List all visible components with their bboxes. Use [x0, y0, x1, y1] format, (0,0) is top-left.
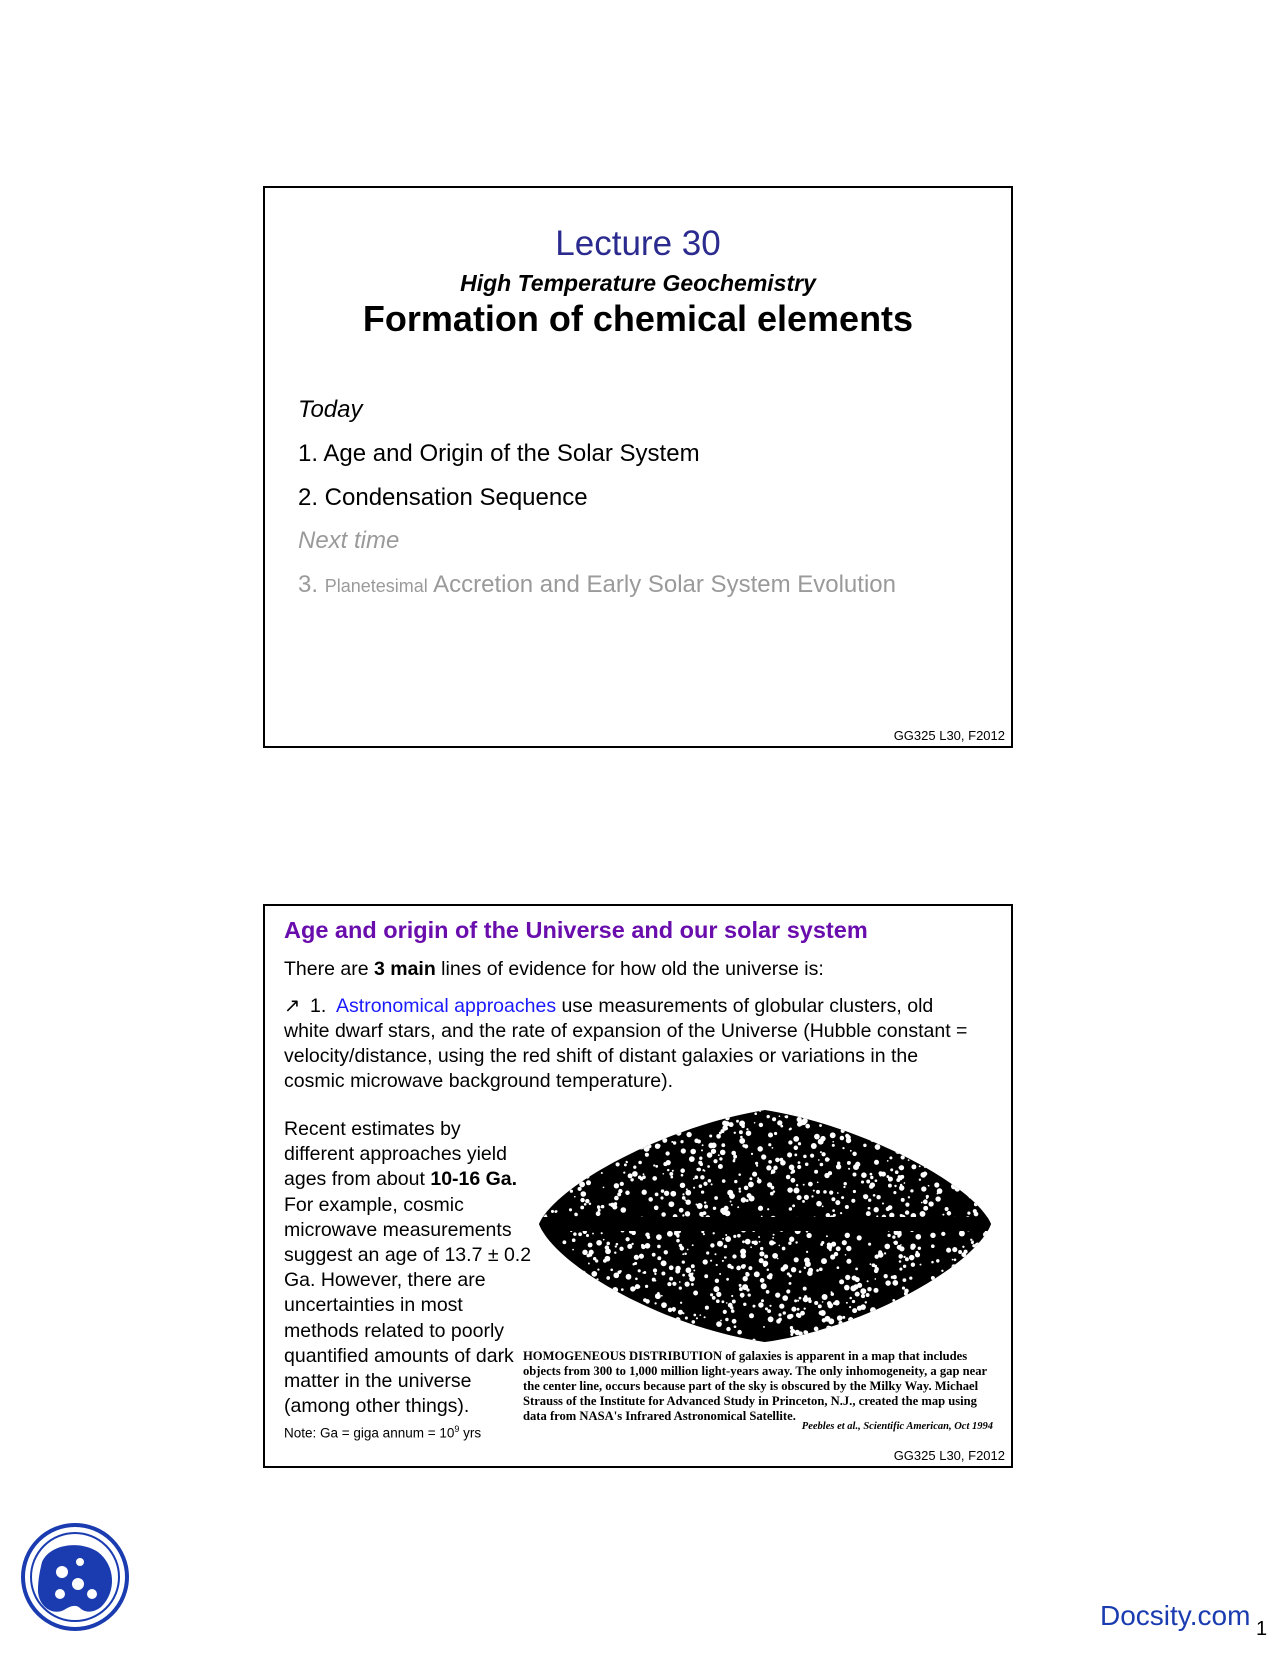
slide-2-heading: Age and origin of the Universe and our solar system [284, 917, 868, 943]
map-credit: Peebles et al., Scientific American, Oct 1994 [801, 1421, 993, 1432]
slide-1-footer: GG325 L30, F2012 [893, 728, 1005, 743]
point-number: 1. [310, 995, 327, 1017]
next-time-label: Next time [298, 527, 400, 554]
agenda-item-3-number: 3. [298, 571, 319, 598]
intro-bold: 3 main [373, 958, 436, 980]
slide-2-footer: GG325 L30, F2012 [893, 1448, 1005, 1463]
estimates-after: For example, cosmic microwave measurements suggest an age of 13.7 ± 0.2 Ga. However, there are uncertainties in most methods related to poorly quantified amounts of dark matter in the universe (among other things). [284, 1193, 532, 1418]
point-text: use measurements of globular clusters, old white dwarf stars, and the rate of expansion of the Universe (Hubble constant = velocity/distance, using the red shift of distant galaxies or variations in the cosmic microwave background temperature). [284, 995, 968, 1092]
agenda-item-3 [298, 571, 896, 599]
slide-2 [263, 904, 1013, 1468]
estimates-bold: 10-16 Ga. [430, 1168, 518, 1191]
course-title: High Temperature Geochemistry [460, 270, 816, 296]
agenda-item-3-text: Accretion and Early Solar System Evolution [433, 571, 896, 598]
lecture-title: Lecture 30 [555, 224, 721, 263]
intro-before: There are [284, 958, 374, 980]
map-caption: HOMOGENEOUS DISTRIBUTION of galaxies is apparent in a map that includes objects from 300 to 1,000 million light-years away. The only inhomogeneity, a gap near the center line, occurs because part of the sky is obscured by the Milky Way. Michael Strauss of the Institute for Advanced Study in Princeton, N.J., created the map using data from NASA's Infrared Astronomical Satellite. [523, 1349, 987, 1423]
note-text [284, 1424, 481, 1441]
note-after: yrs [459, 1425, 482, 1441]
today-label: Today [298, 396, 363, 423]
page-number: 1 [1256, 1618, 1268, 1640]
intro-after: lines of evidence for how old the universe is: [435, 958, 824, 980]
evidence-point-1 [284, 994, 984, 1094]
docsity-logo-icon [20, 1522, 130, 1632]
arrow-bullet-icon: ↗ [284, 995, 301, 1017]
estimates-before: Recent estimates by different approaches yield ages from about [284, 1118, 507, 1191]
slide-1 [263, 186, 1013, 748]
docsity-brand[interactable]: Docsity.com [1100, 1600, 1251, 1631]
note-before: Note: Ga = giga annum = 10 [284, 1425, 455, 1441]
agenda-item-2: 2. Condensation Sequence [298, 484, 588, 511]
agenda-item-3-small: Planetesimal [324, 576, 428, 596]
estimates-paragraph [284, 1117, 534, 1419]
intro-text [284, 958, 824, 981]
agenda-item-1: 1. Age and Origin of the Solar System [298, 440, 700, 467]
point-highlight: Astronomical approaches [336, 995, 557, 1017]
note-superscript: 9 [454, 1424, 460, 1434]
main-title: Formation of chemical elements [362, 298, 914, 339]
galaxy-distribution-map [535, 1106, 995, 1346]
